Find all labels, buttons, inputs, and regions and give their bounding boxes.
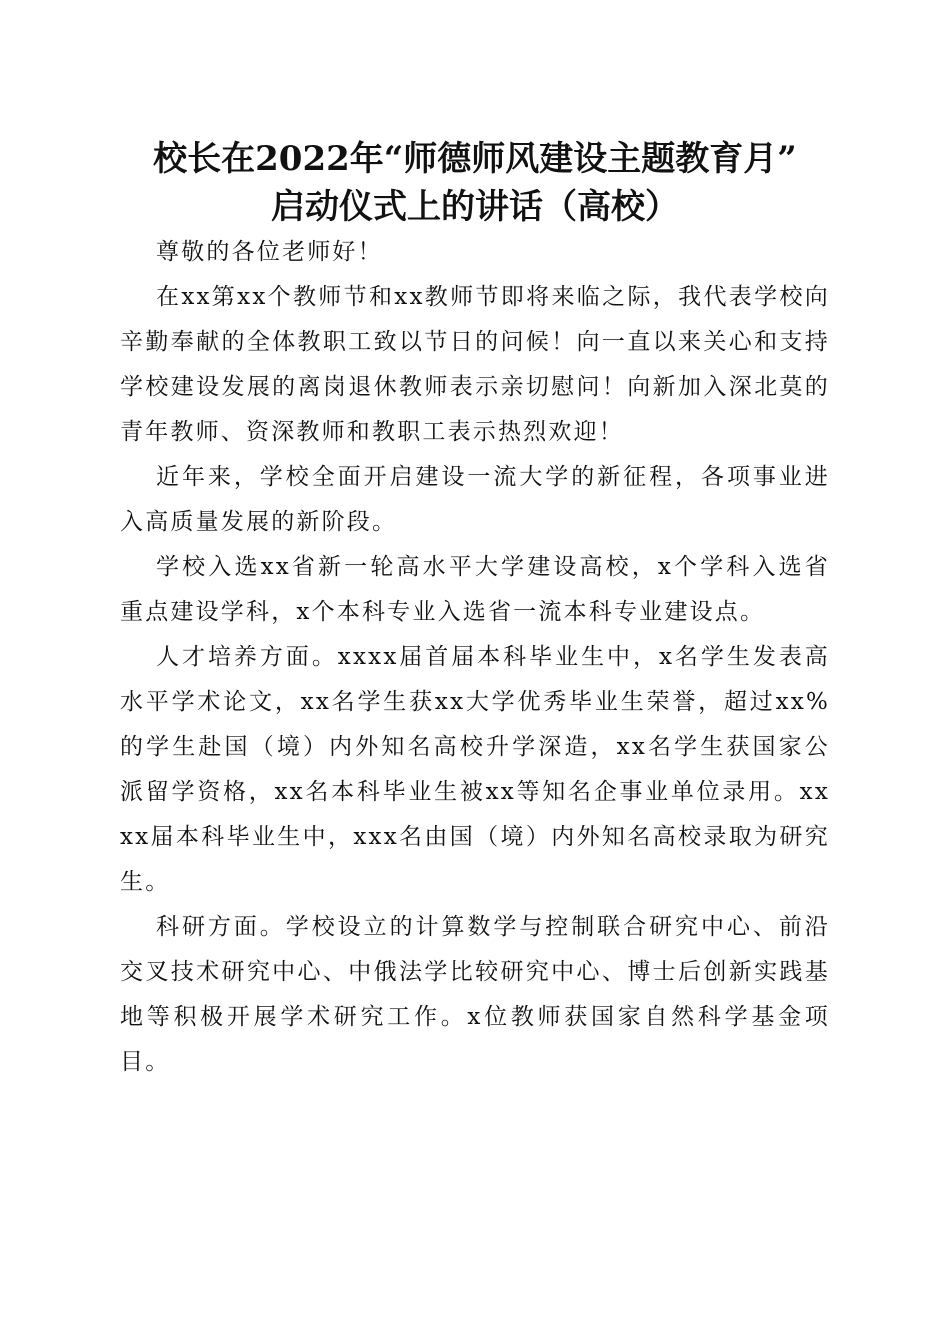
paragraph-university-construction: 学校入选xx省新一轮高水平大学建设高校，x个学科入选省重点建设学科，x个本科专业入选省一流本科专业建设点。 [120, 554, 830, 625]
paragraph-research: 科研方面。学校设立的计算数学与控制联合研究中心、前沿交叉技术研究中心、中俄法学比较研究中心、博士后创新实践基地等积极开展学术研究工作。x位教师获国家自然科学基金项目。 [120, 914, 830, 1075]
document-title [100, 135, 850, 231]
paragraph-greeting: 尊敬的各位老师好！ [156, 239, 383, 265]
paragraph-teachers-day: 在xx第xx个教师节和xx教师节即将来临之际，我代表学校向辛勤奉献的全体教职工致以节日的问候！向一直以来关心和支持学校建设发展的离岗退休教师表示亲切慰问！向新加入深北莫的青年教师、资深教师和教职工表示热烈欢迎！ [120, 284, 830, 445]
paragraph-talent-training: 人才培养方面。xxxx届首届本科毕业生中，x名学生发表高水平学术论文，xx名学生获xx大学优秀毕业生荣誉，超过xx%的学生赴国（境）内外知名高校升学深造，xx名学生获国家公派留学资格，xx名本科毕业生被xx等知名企事业单位录用。xxxx届本科毕业生中，xxx名由国（境）内外知名高校录取为研究生。 [120, 644, 830, 895]
paragraph-recent-years: 近年来，学校全面开启建设一流大学的新征程，各项事业进入高质量发展的新阶段。 [120, 464, 830, 535]
title-line-2: 启动仪式上的讲话（高校） [271, 187, 679, 227]
title-line-1: 校长在2022年“师德师风建设主题教育月” [153, 139, 797, 179]
document-body [120, 230, 830, 1085]
